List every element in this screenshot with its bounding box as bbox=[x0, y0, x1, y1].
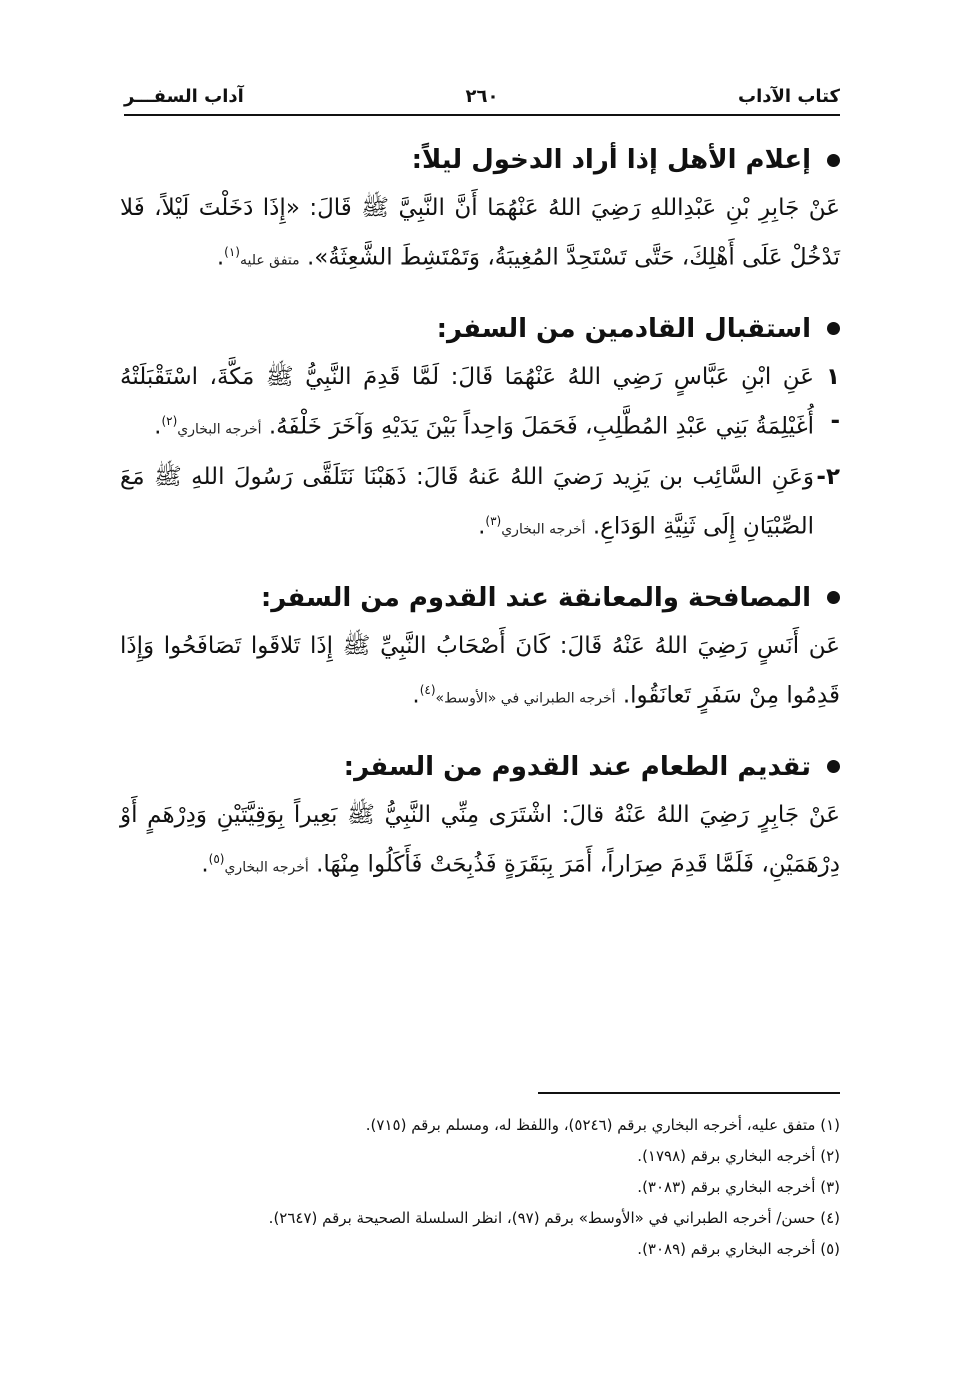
hadith-source: أخرجه البخاري bbox=[177, 421, 262, 438]
item-number: ١ - bbox=[825, 363, 840, 434]
hadith-source: متفق عليه bbox=[239, 252, 300, 269]
hadith-source: أخرجه البخاري bbox=[501, 521, 586, 538]
footnote-ref: (٣) bbox=[485, 514, 502, 529]
hadith-paragraph: عَن أَنَسٍ رَضِيَ اللهُ عَنْهُ قَالَ: كَانَ أَصْحَابُ النَّبِيِّ ﷺ إِذَا تَلاقَوا تَصَافَحُوا وَإِذَا قَدِمُوا مِنْ سَفَرٍ تَعانَقُوا. أخرجه الطبراني في «الأوسط»$^{(٤)}$. bbox=[120, 632, 840, 709]
bullet-icon bbox=[827, 322, 840, 335]
section-heading: تقديم الطعام عند القدوم من السفر: bbox=[120, 747, 840, 787]
section-serving-food bbox=[120, 747, 840, 890]
footnote: (١) متفق عليه، أخرجه البخاري برقم (٥٢٤٦)، واللفظ له، ومسلم برقم (٧١٥). bbox=[365, 1116, 840, 1134]
header-divider bbox=[124, 114, 840, 116]
bullet-icon bbox=[827, 591, 840, 604]
footnote: (٥) أخرجه البخاري برقم (٣٠٨٩). bbox=[637, 1240, 840, 1258]
hadith-text: وَعَنِ السَّائِب بن يَزِيد رَضيَ اللهُ عَنهُ قَالَ: ذَهَبْنَا نَتَلَقَّى رَسُولَ اللهِ ﷺ مَعَ الصِّبْيَانِ إِلَى ثَنِيَّةِ الوَدَاعِ. أخرجه البخاري$^{(٣)}$. bbox=[120, 464, 814, 540]
hadith-text: عَنِ ابْنِ عَبَّاسٍ رَضِي اللهُ عَنْهُمَا قَالَ: لَمَّا قَدِمَ النَّبِيُّ ﷺ مَكَّةَ، اسْتَقْبَلَتْهُ أُغَيْلِمَةُ بَنِي عَبْدِ المُطَّلِبِ، فَحَمَلَ وَاحِداً بَيْنَ يَدَيْهِ وَآخَرَ خَلْفَهُ. أخرجه البخاري$^{(٢)}$. bbox=[120, 363, 814, 440]
chapter-title: آداب السفـــر bbox=[124, 86, 244, 107]
book-title: كتاب الآداب bbox=[738, 86, 840, 107]
hadith-source: أخرجه الطبراني في «الأوسط» bbox=[435, 690, 616, 707]
section-receiving-travelers bbox=[120, 309, 840, 552]
section-heading: استقبال القادمين من السفر: bbox=[120, 309, 840, 349]
footnote-ref: (٥) bbox=[208, 851, 225, 866]
section-inform-family bbox=[120, 140, 840, 283]
section-heading: إعلام الأهل إذا أراد الدخول ليلاً: bbox=[120, 140, 840, 180]
page-number: ٢٦٠ bbox=[465, 86, 499, 107]
footnote: (٢) أخرجه البخاري برقم (١٧٩٨). bbox=[637, 1147, 840, 1165]
item-number: ٢- bbox=[816, 464, 840, 491]
hadith-item bbox=[120, 455, 840, 552]
hadith-paragraph: عَنْ جَابِرٍ رَضِيَ اللهُ عَنْهُ قالَ: اشْتَرَى مِنِّي النَّبِيُّ ﷺ بَعِيراً بِوَقِيَّتَيْنِ وَدِرْهَمٍ أَوْ دِرْهَمَيْنِ، فَلَمَّا قَدِمَ صِرَاراً، أَمَرَ بِبَقَرَةٍ فَذُبِحَتْ فَأَكَلُوا مِنْهَا. أخرجه البخاري$^{(٥)}$. bbox=[120, 801, 840, 878]
footnote-ref: (١) bbox=[224, 245, 240, 259]
footnote-ref: (٤) bbox=[419, 682, 436, 697]
footnotes bbox=[124, 1110, 840, 1265]
page-header bbox=[124, 80, 840, 114]
section-heading: المصافحة والمعانقة عند القدوم من السفر: bbox=[120, 578, 840, 618]
bullet-icon bbox=[827, 154, 840, 167]
footnote: (٤) حسن/ أخرجه الطبراني في «الأوسط» برقم (٩٧)، انظر السلسلة الصحيحة برقم (٢٦٤٧). bbox=[268, 1209, 840, 1227]
hadith-paragraph: عَنْ جَابِرِ بْنِ عَبْدِاللهِ رَضِيَ اللهُ عَنْهُمَا أَنَّ النَّبِيَّ ﷺ قَالَ: «إِذَا دَخَلْتَ لَيْلاً، فَلا تَدْخُلْ عَلَى أَهْلِكَ، حَتَّى تَسْتَحِدَّ المُغِيبَةُ، وَتَمْتَشِطَ الشَّعِثَةُ». متفق عليه$^{(١)}$. bbox=[120, 195, 840, 271]
page-body bbox=[120, 140, 840, 915]
bullet-icon bbox=[827, 760, 840, 773]
footnote: (٣) أخرجه البخاري برقم (٣٠٨٣). bbox=[637, 1178, 840, 1196]
hadith-source: أخرجه البخاري bbox=[224, 859, 309, 876]
hadith-item bbox=[120, 355, 840, 452]
footnote-divider bbox=[538, 1092, 840, 1094]
footnote-ref: (٢) bbox=[161, 413, 178, 428]
section-handshake-embrace bbox=[120, 578, 840, 721]
